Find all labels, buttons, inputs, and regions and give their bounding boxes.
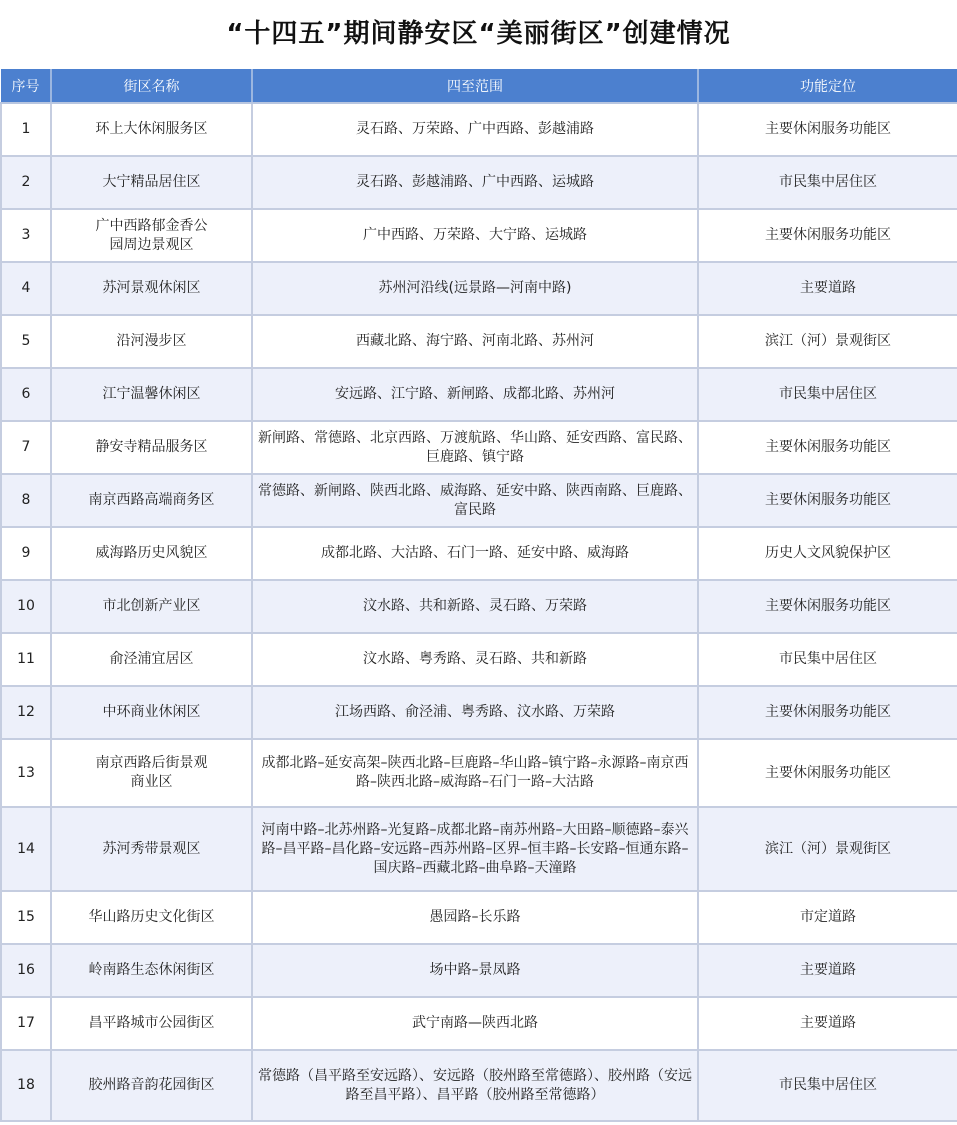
cell-index: 18 <box>1 1050 51 1121</box>
cell-function: 滨江（河）景观街区 <box>698 807 957 891</box>
cell-function: 主要休闲服务功能区 <box>698 686 957 739</box>
cell-boundary: 成都北路–延安高架–陕西北路–巨鹿路–华山路–镇宁路–永源路–南京西路–陕西北路–威海路–石门一路–大沽路 <box>252 739 698 807</box>
table-row <box>1 1050 957 1121</box>
table-row <box>1 156 957 209</box>
cell-index: 14 <box>1 807 51 891</box>
cell-name: 华山路历史文化街区 <box>51 891 252 944</box>
cell-boundary: 武宁南路—陕西北路 <box>252 997 698 1050</box>
cell-name: 中环商业休闲区 <box>51 686 252 739</box>
cell-index: 7 <box>1 421 51 474</box>
cell-index: 15 <box>1 891 51 944</box>
cell-index: 3 <box>1 209 51 262</box>
cell-boundary: 成都北路、大沽路、石门一路、延安中路、威海路 <box>252 527 698 580</box>
table-row <box>1 209 957 262</box>
cell-name: 南京西路高端商务区 <box>51 474 252 527</box>
table-row <box>1 527 957 580</box>
cell-function: 市民集中居住区 <box>698 633 957 686</box>
cell-function: 主要休闲服务功能区 <box>698 739 957 807</box>
cell-boundary: 场中路–景凤路 <box>252 944 698 997</box>
cell-name: 市北创新产业区 <box>51 580 252 633</box>
header-boundary: 四至范围 <box>252 69 698 103</box>
table-row <box>1 103 957 156</box>
header-index: 序号 <box>1 69 51 103</box>
cell-boundary: 灵石路、彭越浦路、广中西路、运城路 <box>252 156 698 209</box>
cell-name: 大宁精品居住区 <box>51 156 252 209</box>
table-row <box>1 686 957 739</box>
cell-boundary: 苏州河沿线(远景路—河南中路) <box>252 262 698 315</box>
cell-function: 历史人文风貌保护区 <box>698 527 957 580</box>
cell-boundary: 江场西路、俞泾浦、粤秀路、汶水路、万荣路 <box>252 686 698 739</box>
cell-index: 12 <box>1 686 51 739</box>
table-row <box>1 807 957 891</box>
cell-name: 江宁温馨休闲区 <box>51 368 252 421</box>
cell-function: 市民集中居住区 <box>698 156 957 209</box>
cell-boundary: 西藏北路、海宁路、河南北路、苏州河 <box>252 315 698 368</box>
cell-index: 5 <box>1 315 51 368</box>
cell-name: 苏河秀带景观区 <box>51 807 252 891</box>
header-function: 功能定位 <box>698 69 957 103</box>
cell-function: 主要道路 <box>698 997 957 1050</box>
cell-boundary: 灵石路、万荣路、广中西路、彭越浦路 <box>252 103 698 156</box>
cell-function: 市民集中居住区 <box>698 1050 957 1121</box>
cell-index: 13 <box>1 739 51 807</box>
cell-index: 17 <box>1 997 51 1050</box>
cell-boundary: 新闸路、常德路、北京西路、万渡航路、华山路、延安西路、富民路、巨鹿路、镇宁路 <box>252 421 698 474</box>
cell-boundary: 安远路、江宁路、新闸路、成都北路、苏州河 <box>252 368 698 421</box>
cell-name: 沿河漫步区 <box>51 315 252 368</box>
cell-function: 滨江（河）景观街区 <box>698 315 957 368</box>
cell-index: 1 <box>1 103 51 156</box>
table-header <box>1 69 957 103</box>
cell-function: 主要休闲服务功能区 <box>698 421 957 474</box>
cell-function: 主要道路 <box>698 944 957 997</box>
cell-name: 广中西路郁金香公园周边景观区 <box>51 209 252 262</box>
cell-boundary: 广中西路、万荣路、大宁路、运城路 <box>252 209 698 262</box>
cell-function: 市定道路 <box>698 891 957 944</box>
cell-boundary: 愚园路–长乐路 <box>252 891 698 944</box>
cell-index: 9 <box>1 527 51 580</box>
cell-name: 南京西路后街景观商业区 <box>51 739 252 807</box>
cell-function: 主要道路 <box>698 262 957 315</box>
cell-name: 苏河景观休闲区 <box>51 262 252 315</box>
cell-name: 胶州路音韵花园街区 <box>51 1050 252 1121</box>
table-row <box>1 739 957 807</box>
cell-index: 16 <box>1 944 51 997</box>
cell-function: 主要休闲服务功能区 <box>698 580 957 633</box>
table-row <box>1 368 957 421</box>
cell-function: 主要休闲服务功能区 <box>698 474 957 527</box>
table-row <box>1 262 957 315</box>
cell-name: 俞泾浦宜居区 <box>51 633 252 686</box>
cell-name: 静安寺精品服务区 <box>51 421 252 474</box>
cell-name: 岭南路生态休闲街区 <box>51 944 252 997</box>
cell-boundary: 河南中路–北苏州路–光复路–成都北路–南苏州路–大田路–顺德路–泰兴路–昌平路–昌化路–安远路–西苏州路–区界–恒丰路–长安路–恒通东路–国庆路–西藏北路–曲阜路–天潼路 <box>252 807 698 891</box>
table-row <box>1 997 957 1050</box>
page-title: “十四五”期间静安区“美丽街区”创建情况 <box>226 19 731 49</box>
table-row <box>1 315 957 368</box>
table-row <box>1 421 957 474</box>
cell-index: 2 <box>1 156 51 209</box>
cell-function: 主要休闲服务功能区 <box>698 209 957 262</box>
table-row <box>1 580 957 633</box>
cell-boundary: 汶水路、共和新路、灵石路、万荣路 <box>252 580 698 633</box>
cell-index: 10 <box>1 580 51 633</box>
cell-function: 主要休闲服务功能区 <box>698 103 957 156</box>
cell-index: 4 <box>1 262 51 315</box>
cell-index: 6 <box>1 368 51 421</box>
districts-table <box>0 69 957 1122</box>
table-row <box>1 944 957 997</box>
cell-name: 威海路历史风貌区 <box>51 527 252 580</box>
cell-boundary: 常德路（昌平路至安远路）、安远路（胶州路至常德路）、胶州路（安远路至昌平路）、昌平路（胶州路至常德路） <box>252 1050 698 1121</box>
cell-function: 市民集中居住区 <box>698 368 957 421</box>
header-name: 街区名称 <box>51 69 252 103</box>
cell-boundary: 汶水路、粤秀路、灵石路、共和新路 <box>252 633 698 686</box>
cell-index: 8 <box>1 474 51 527</box>
cell-boundary: 常德路、新闸路、陕西北路、威海路、延安中路、陕西南路、巨鹿路、富民路 <box>252 474 698 527</box>
table-row <box>1 891 957 944</box>
cell-name: 昌平路城市公园街区 <box>51 997 252 1050</box>
cell-index: 11 <box>1 633 51 686</box>
cell-name: 环上大休闲服务区 <box>51 103 252 156</box>
table-row <box>1 474 957 527</box>
table-row <box>1 633 957 686</box>
